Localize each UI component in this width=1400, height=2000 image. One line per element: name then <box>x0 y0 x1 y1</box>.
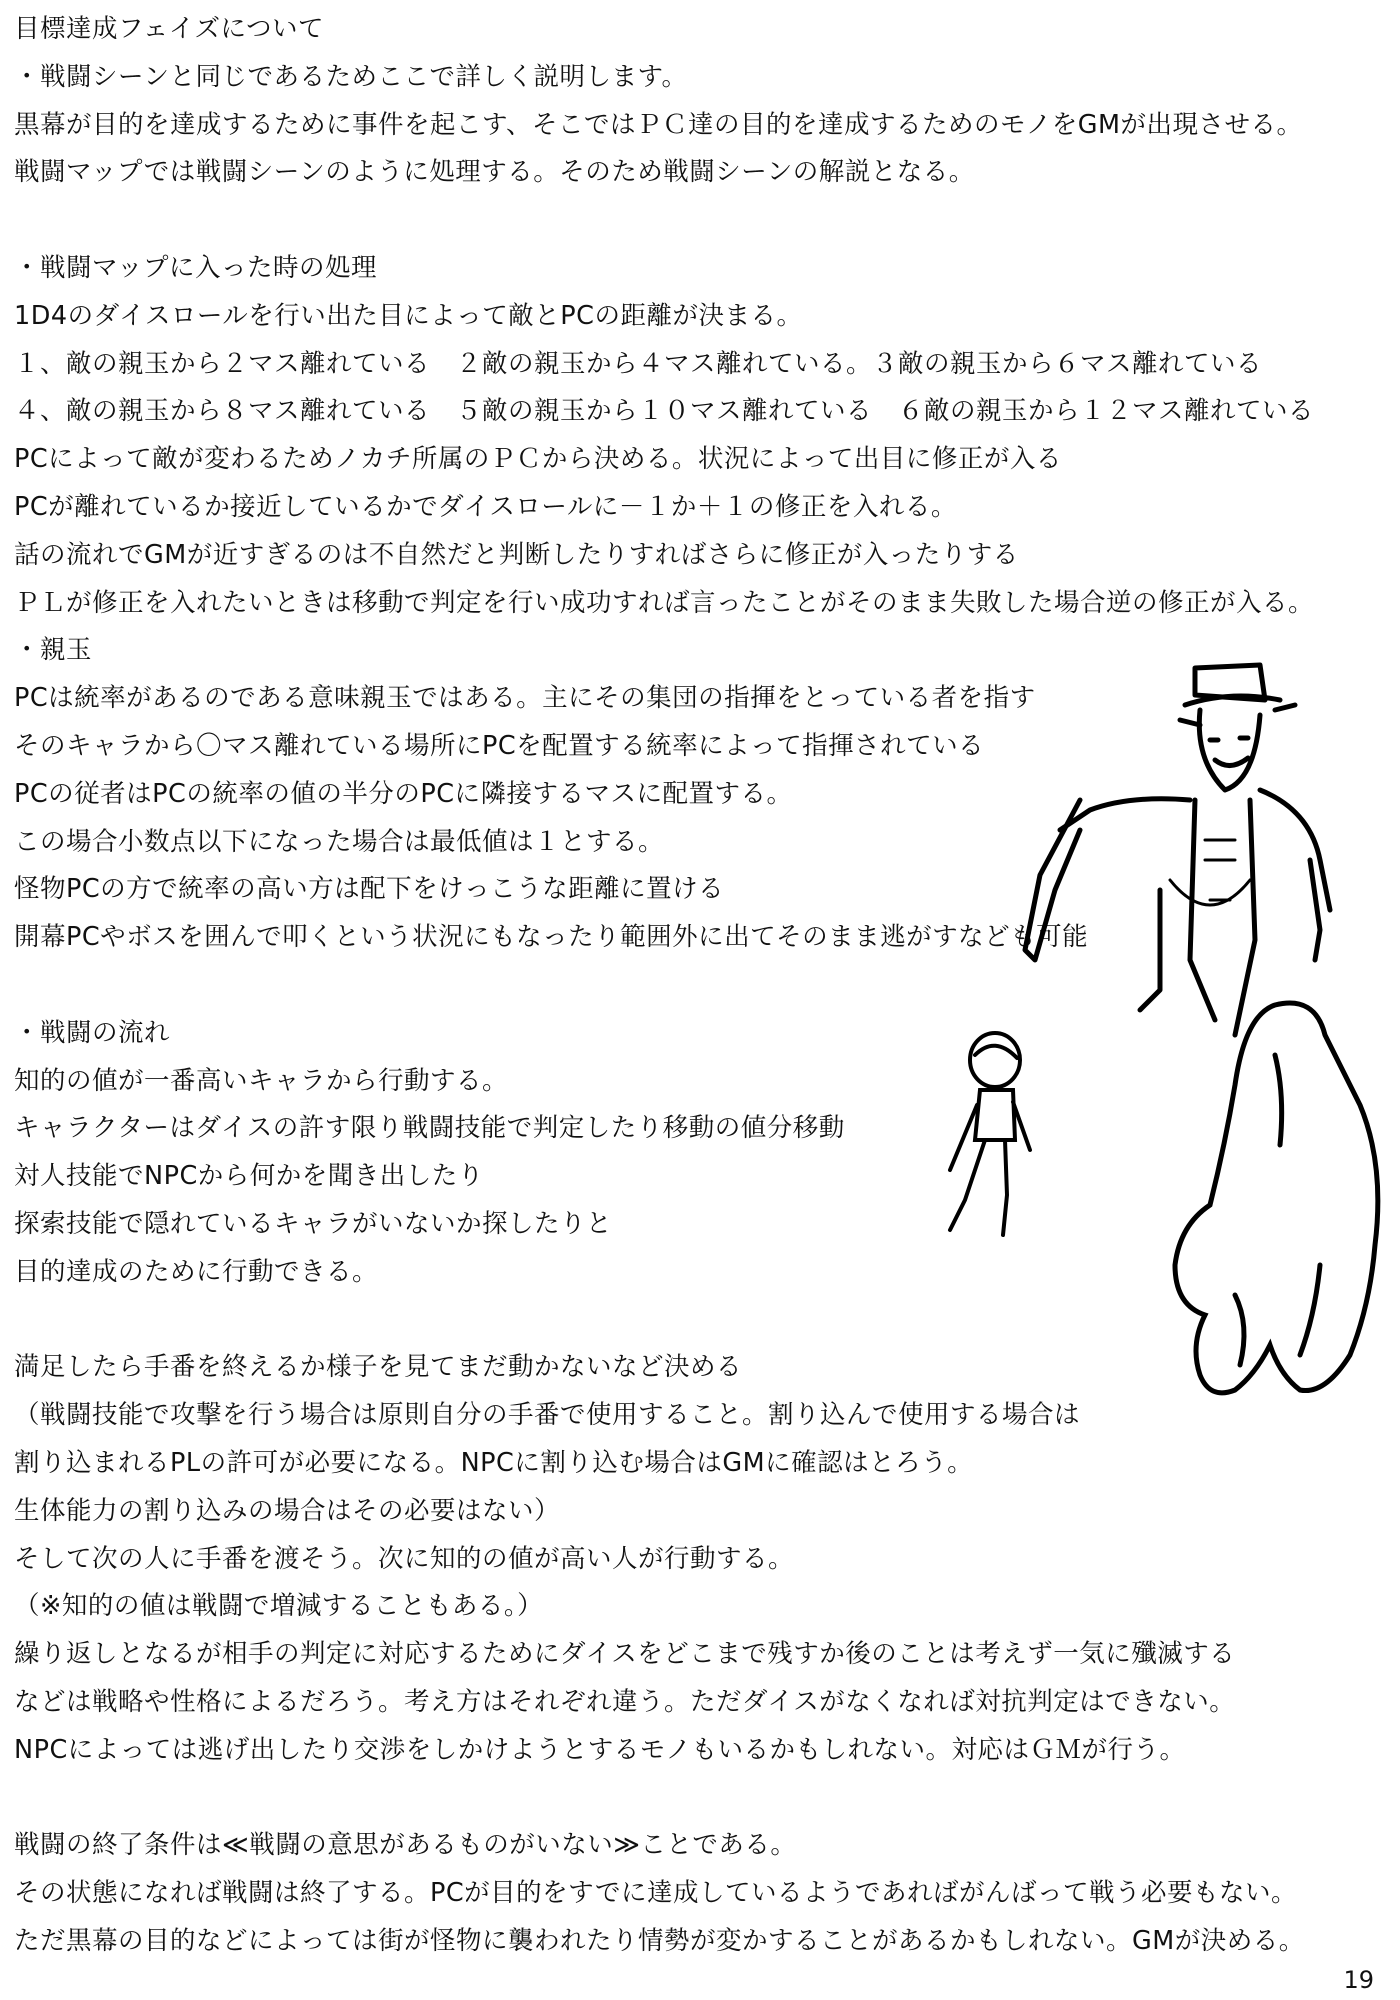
text-line: PCは統率があるのである意味親玉ではある。主にその集団の指揮をとっている者を指す <box>14 683 1036 714</box>
text-line: そして次の人に手番を渡そう。次に知的の値が高い人が行動する。 <box>14 1543 795 1574</box>
blank-line <box>14 197 1394 245</box>
text-line: 話の流れでGMが近すぎるのは不自然だと判断したりすればさらに修正が入ったりする <box>14 539 1019 570</box>
text-line: 満足したら手番を終えるか様子を見てまだ動かないなど決める <box>14 1352 743 1383</box>
text-line: この場合小数点以下になった場合は最低値は１とする。 <box>14 826 665 857</box>
text-line: ・親玉 <box>14 635 93 666</box>
text-line: ・戦闘シーンと同じであるためここで詳しく説明します。 <box>14 61 688 92</box>
text-line: １、敵の親玉から２マス離れている ２敵の親玉から４マス離れている。３敵の親玉から６マス離れている <box>14 348 1263 379</box>
text-line: そのキャラから〇マス離れている場所にPCを配置する統率によって指揮されている <box>14 730 985 761</box>
text-line: その状態になれば戦闘は終了する。PCが目的をすでに達成しているようであればがんばって戦う必要もない。 <box>14 1878 1297 1909</box>
text-line: 探索技能で隠れているキャラがいないか探したりと <box>14 1208 613 1239</box>
text-line: 対人技能でNPCから何かを聞き出したり <box>14 1161 484 1192</box>
blank-line <box>14 1774 1394 1822</box>
text-line: PCが離れているか接近しているかでダイスロールに－１か＋１の修正を入れる。 <box>14 491 957 522</box>
text-line: NPCによっては逃げ出したり交渉をしかけようとするモノもいるかもしれない。対応はＧＭが行う。 <box>14 1734 1186 1765</box>
illustration-capped-warrior <box>1020 660 1360 1040</box>
text-line: 1D4のダイスロールを行い出た目によって敵とPCの距離が決まる。 <box>14 300 803 331</box>
text-line: ただ黒幕の目的などによっては街が怪物に襲われたり情勢が変かすることがあるかもしれない。GMが決める。 <box>14 1925 1305 1956</box>
text-line: 繰り返しとなるが相手の判定に対応するためにダイスをどこまで残すか後のことは考えず一気に殲滅する <box>14 1639 1236 1670</box>
text-line: （※知的の値は戦闘で増減することもある。） <box>14 1591 544 1622</box>
text-line: 目標達成フェイズについて <box>14 14 324 44</box>
text-line: キャラクターはダイスの許す限り戦闘技能で判定したり移動の値分移動 <box>14 1113 845 1144</box>
text-line: 知的の値が一番高いキャラから行動する。 <box>14 1065 509 1096</box>
text-line: ４、敵の親玉から８マス離れている ５敵の親玉から１０マス離れている ６敵の親玉から１２マス離れている <box>14 396 1315 427</box>
text-line: 開幕PCやボスを囲んで叩くという状況にもなったり範囲外に出てそのまま逃がすなども可能 <box>14 922 1089 953</box>
text-line: などは戦略や性格によるだろう。考え方はそれぞれ違う。ただダイスがなくなれば対抗判定はできない。 <box>14 1686 1236 1717</box>
text-line: PCの従者はPCの統率の値の半分のPCに隣接するマスに配置する。 <box>14 778 793 809</box>
illustration-blob-creature <box>1165 995 1395 1405</box>
text-line: ・戦闘の流れ <box>14 1017 171 1048</box>
text-line: 黒幕が目的を達成するために事件を起こす、そこではＰＣ達の目的を達成するためのモノをGMが出現させる。 <box>14 109 1303 140</box>
text-line: ＰＬが修正を入れたいときは移動で判定を行い成功すれば言ったことがそのまま失敗した場合逆の修正が入る。 <box>14 587 1315 618</box>
text-line: ・戦闘マップに入った時の処理 <box>14 252 377 283</box>
text-line: 怪物PCの方で統率の高い方は配下をけっこうな距離に置ける <box>14 874 725 905</box>
text-line: （戦闘技能で攻撃を行う場合は原則自分の手番で使用すること。割り込んで使用する場合は <box>14 1400 1081 1431</box>
illustration-small-figure <box>935 1030 1045 1240</box>
page-number: 19 <box>1343 1966 1374 1994</box>
text-line: 生体能力の割り込みの場合はその必要はない） <box>14 1495 561 1526</box>
text-line: 戦闘マップでは戦闘シーンのように処理する。そのため戦闘シーンの解説となる。 <box>14 157 975 188</box>
text-line: 割り込まれるPLの許可が必要になる。NPCに割り込む場合はGMに確認はとろう。 <box>14 1447 974 1478</box>
text-line: PCによって敵が変わるためノカチ所属のＰＣから決める。状況によって出目に修正が入る <box>14 444 1062 475</box>
text-line: 目的達成のために行動できる。 <box>14 1256 379 1287</box>
text-line: 戦闘の終了条件は≪戦闘の意思があるものがいない≫ことである。 <box>14 1830 797 1861</box>
